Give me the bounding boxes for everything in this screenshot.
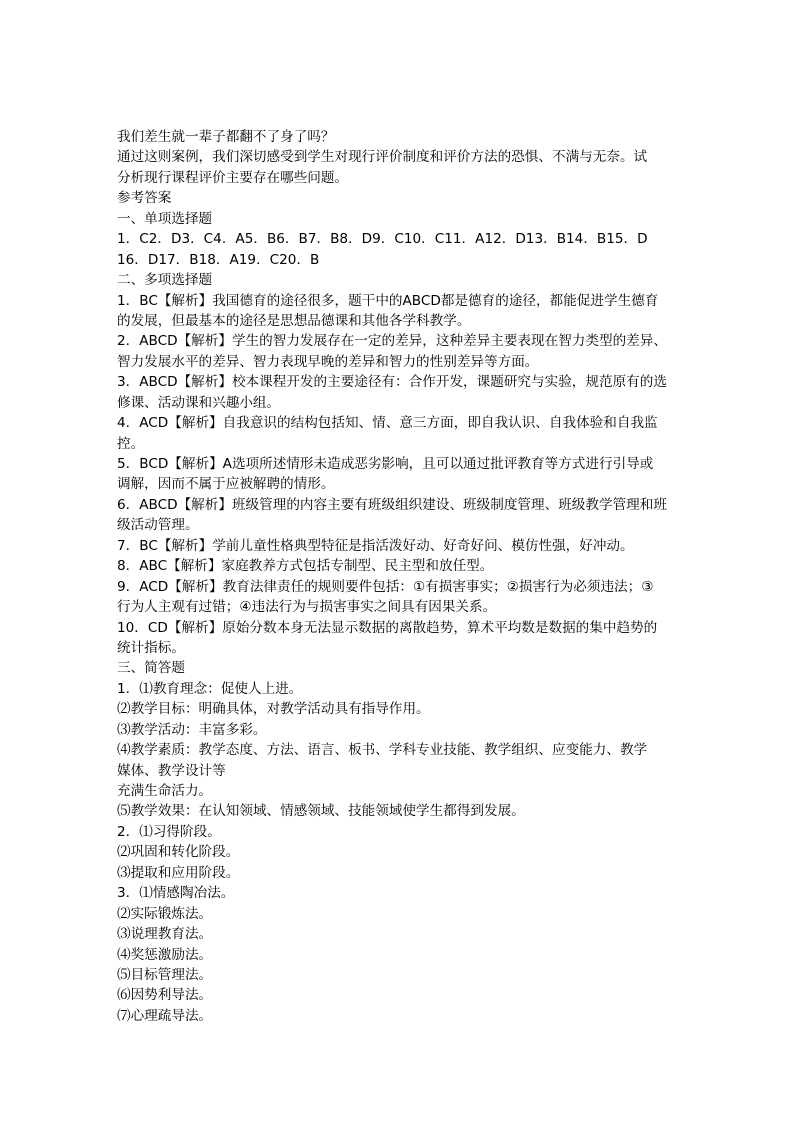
text-line: 10．CD【解析】原始分数本身无法显示数据的离散趋势，算术平均数是数据的集中趋势的 (117, 619, 658, 636)
text-line: 修课、活动课和兴趣小组。 (117, 394, 281, 411)
text-line: 控。 (117, 435, 145, 452)
text-line: 充满生命活力。 (117, 783, 213, 799)
text-line: ⑹因势利导法。 (117, 987, 213, 1004)
text-line: 智力发展水平的差异、智力表现早晚的差异和智力的性别差异等方面。 (117, 353, 539, 370)
text-line: 5．BCD【解析】A选项所述情形未造成恶劣影响，且可以通过批评教育等方式进行引导或 (117, 456, 654, 472)
text-line: 分析现行课程评价主要存在哪些问题。 (117, 169, 349, 186)
text-line: ⑵实际锻炼法。 (117, 905, 213, 922)
text-line: 16．D17．B18．A19．C20．B (117, 251, 320, 268)
text-line: 9．ACD【解析】教育法律责任的规则要件包括：①有损害事实；②损害行为必须违法；③ (117, 578, 654, 595)
text-line: 1．⑴教育理念：促使人上进。 (117, 680, 303, 697)
text-line: ⑶说理教育法。 (117, 926, 213, 943)
text-line: 我们差生就一辈子都翻不了身了吗？ (117, 129, 335, 145)
text-line: ⑺心理疏导法。 (117, 1007, 213, 1024)
text-line: 1．C2．D3．C4．A5．B6．B7．B8．D9．C10．C11．A12．D13．B14．B15．D (117, 231, 648, 248)
text-line: 7．BC【解析】学前儿童性格典型特征是指活泼好动、好奇好问、模仿性强，好冲动。 (117, 537, 634, 554)
text-line: 调解，因而不属于应被解聘的情形。 (117, 476, 335, 493)
text-line: 2．ABCD【解析】学生的智力发展存在一定的差异，这种差异主要表现在智力类型的差异、 (117, 333, 667, 350)
text-line: 三、简答题 (117, 660, 185, 677)
text-line: 的发展，但最基本的途径是思想品德课和其他各学科教学。 (117, 312, 471, 329)
text-line: 8．ABC【解析】家庭教养方式包括专制型、民主型和放任型。 (117, 558, 494, 575)
text-line: 统计指标。 (117, 639, 185, 656)
text-line: 参考答案 (117, 190, 172, 207)
text-line: ⑸教学效果：在认知领域、情感领域、技能领域使学生都得到发展。 (117, 803, 525, 820)
text-line: ⑶教学活动：丰富多彩。 (117, 721, 267, 738)
text-line: 3．⑴情感陶冶法。 (117, 885, 235, 902)
text-line: 1．BC【解析】我国德育的途径很多，题干中的ABCD都是德育的途径，都能促进学生德育 (117, 292, 659, 309)
text-line: ⑵教学目标：明确具体，对教学活动具有指导作用。 (117, 701, 430, 718)
text-line: 二、多项选择题 (117, 272, 213, 289)
text-line: 行为人主观有过错；④违法行为与损害事实之间具有因果关系。 (117, 599, 497, 616)
text-line: ⑵巩固和转化阶段。 (117, 844, 240, 861)
text-line: 一、单项选择题 (117, 210, 213, 227)
text-line: 级活动管理。 (117, 517, 199, 534)
text-line: 3．ABCD【解析】校本课程开发的主要途径有：合作开发，课题研究与实验，规范原有的选 (117, 374, 667, 391)
text-line: ⑸目标管理法。 (117, 966, 213, 983)
text-line: ⑶提取和应用阶段。 (117, 864, 240, 881)
text-line: 2．⑴习得阶段。 (117, 823, 221, 840)
text-line: 4．ACD【解析】自我意识的结构包括知、情、意三方面，即自我认识、自我体验和自我监 (117, 415, 658, 432)
text-line: 通过这则案例，我们深切感受到学生对现行评价制度和评价方法的恐惧、不满与无奈。试 (117, 149, 648, 166)
text-line: 6．ABCD【解析】班级管理的内容主要有班级组织建设、班级制度管理、班级教学管理和班 (117, 496, 667, 513)
text-line: 媒体、教学设计等 (117, 762, 226, 779)
document-page (117, 127, 697, 1026)
text-line: ⑷教学素质：教学态度、方法、语言、板书、学科专业技能、教学组织、应变能力、教学 (117, 742, 648, 759)
text-line: ⑷奖惩激励法。 (117, 946, 213, 963)
